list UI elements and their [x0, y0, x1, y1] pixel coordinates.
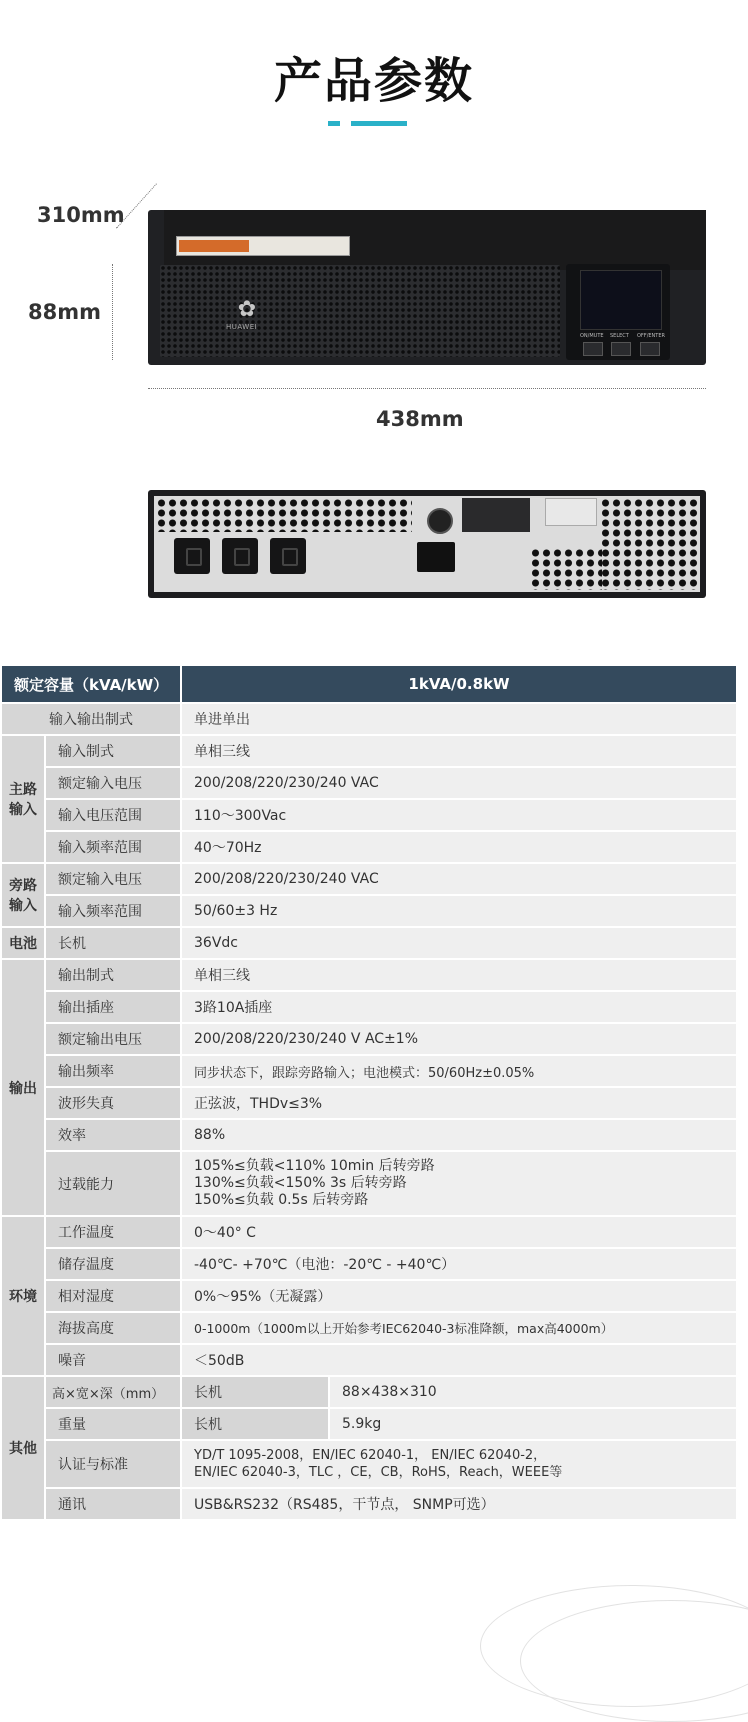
table-row [2, 1120, 736, 1150]
spec-table [0, 664, 738, 1521]
table-row [2, 1489, 736, 1519]
row-label: 额定输入电压 [46, 768, 180, 798]
overload-line: 105%≤负载<110% 10min 后转旁路 [194, 1158, 435, 1174]
row-label: 重量 [46, 1409, 180, 1439]
row-value: 单进单出 [182, 704, 736, 734]
depth-dimension: 310mm [37, 203, 125, 227]
iec-input-socket [417, 542, 455, 572]
row-label: 效率 [46, 1120, 180, 1150]
row-value: 36Vdc [182, 928, 736, 958]
row-value: 200/208/220/230/240 V AC±1% [182, 1024, 736, 1054]
row-label: 额定输出电压 [46, 1024, 180, 1054]
table-row [2, 800, 736, 830]
panel-button-label: OFF/ENTER [637, 333, 665, 339]
height-dimension: 88mm [28, 300, 101, 324]
row-value: USB&RS232（RS485，干节点， SNMP可选） [182, 1489, 736, 1519]
output-socket [174, 538, 210, 574]
table-row [2, 704, 736, 734]
row-label: 额定输入电压 [46, 864, 180, 894]
group-environment: 环境 [2, 1217, 44, 1375]
height-dimension-line [112, 264, 113, 360]
table-row [2, 1313, 736, 1343]
table-row [2, 992, 736, 1022]
cert-line: YD/T 1095-2008，EN/IEC 62040-1， EN/IEC 62040-2， [194, 1448, 547, 1463]
row-value: 0-1000m（1000m以上开始参考IEC62040-3标准降额，max高4000m） [182, 1313, 736, 1343]
row-label: 输出制式 [46, 960, 180, 990]
row-value: 88×438×310 [330, 1377, 736, 1407]
output-socket [270, 538, 306, 574]
table-row [2, 1152, 736, 1215]
table-row [2, 1088, 736, 1118]
title-accent-long [351, 121, 407, 126]
row-label: 海拔高度 [46, 1313, 180, 1343]
expansion-slot [462, 498, 530, 532]
row-label: 输出插座 [46, 992, 180, 1022]
table-row [2, 1249, 736, 1279]
header-value: 1kVA/0.8kW [182, 666, 736, 702]
row-value: -40℃- +70℃（电池：-20℃ - +40℃） [182, 1249, 736, 1279]
row-value: ＜50dB [182, 1345, 736, 1375]
row-label: 输入制式 [46, 736, 180, 766]
group-battery: 电池 [2, 928, 44, 958]
title-accent-short [328, 121, 340, 126]
table-header-row [2, 666, 736, 702]
row-label: 认证与标准 [46, 1441, 180, 1487]
table-row [2, 1377, 736, 1407]
page-title: 产品参数 [273, 53, 474, 109]
row-value: 200/208/220/230/240 VAC [182, 864, 736, 894]
row-value: 正弦波，THDv≤3% [182, 1088, 736, 1118]
row-label: 波形失真 [46, 1088, 180, 1118]
table-row [2, 1217, 736, 1247]
row-value: 同步状态下，跟踪旁路输入；电池模式：50/60Hz±0.05% [182, 1056, 736, 1086]
overload-values [182, 1152, 736, 1215]
rear-vent-lower [530, 548, 602, 590]
row-value: 单相三线 [182, 736, 736, 766]
row-label: 长机 [46, 928, 180, 958]
table-row [2, 1409, 736, 1439]
panel-button-label: ON/MUTE [580, 333, 604, 339]
table-row [2, 736, 736, 766]
row-value: 0～40° C [182, 1217, 736, 1247]
row-value: 88% [182, 1120, 736, 1150]
brand-logo-text: HUAWEI [226, 323, 258, 331]
row-value: 0%～95%（无凝露） [182, 1281, 736, 1311]
row-label: 工作温度 [46, 1217, 180, 1247]
row-label: 高×宽×深（mm） [46, 1377, 180, 1407]
row-label: 输出频率 [46, 1056, 180, 1086]
row-label: 相对湿度 [46, 1281, 180, 1311]
row-label: 噪音 [46, 1345, 180, 1375]
output-socket [222, 538, 258, 574]
battery-port-cover [545, 498, 597, 526]
table-row [2, 832, 736, 862]
group-main-input: 主路 输入 [2, 736, 44, 862]
table-row [2, 960, 736, 990]
overload-line: 130%≤负载<150% 3s 后转旁路 [194, 1175, 407, 1191]
select-button [611, 342, 631, 356]
width-dimension-line [148, 388, 706, 389]
lcd-screen [580, 270, 662, 330]
table-row [2, 1024, 736, 1054]
group-bypass-input: 旁路 输入 [2, 864, 44, 926]
row-value: 3路10A插座 [182, 992, 736, 1022]
warning-label [176, 236, 350, 256]
huawei-logo-icon: ✿ [237, 297, 257, 322]
cert-values [182, 1441, 736, 1487]
row-value: 110～300Vac [182, 800, 736, 830]
front-vent-mesh [160, 265, 560, 357]
table-row [2, 1056, 736, 1086]
row-value: 单相三线 [182, 960, 736, 990]
row-label: 输入电压范围 [46, 800, 180, 830]
row-sublabel: 长机 [182, 1409, 328, 1439]
overload-line: 150%≤负载 0.5s 后转旁路 [194, 1192, 369, 1208]
row-label: 输入频率范围 [46, 896, 180, 926]
rear-vent-top [156, 498, 412, 532]
row-label: 储存温度 [46, 1249, 180, 1279]
breaker-knob [427, 508, 453, 534]
row-value: 5.9kg [330, 1409, 736, 1439]
row-label: 过载能力 [46, 1152, 180, 1215]
row-sublabel: 长机 [182, 1377, 328, 1407]
row-label: 输入频率范围 [46, 832, 180, 862]
off-enter-button [640, 342, 660, 356]
table-row [2, 768, 736, 798]
table-row [2, 1345, 736, 1375]
cert-line: EN/IEC 62040-3，TLC ，CE，CB，RoHS，Reach，WEEE等 [194, 1465, 563, 1480]
on-mute-button [583, 342, 603, 356]
width-dimension: 438mm [376, 407, 464, 431]
group-other: 其他 [2, 1377, 44, 1519]
table-row [2, 1281, 736, 1311]
row-value: 50/60±3 Hz [182, 896, 736, 926]
group-output: 输出 [2, 960, 44, 1215]
panel-button-label: SELECT [610, 333, 629, 339]
row-label: 输入输出制式 [2, 704, 180, 734]
row-value: 40～70Hz [182, 832, 736, 862]
table-row [2, 1441, 736, 1487]
table-row [2, 864, 736, 894]
table-row [2, 928, 736, 958]
row-label: 通讯 [46, 1489, 180, 1519]
rear-vent-right [600, 498, 698, 590]
row-value: 200/208/220/230/240 VAC [182, 768, 736, 798]
table-row [2, 896, 736, 926]
header-label: 额定容量（kVA/kW） [2, 666, 180, 702]
